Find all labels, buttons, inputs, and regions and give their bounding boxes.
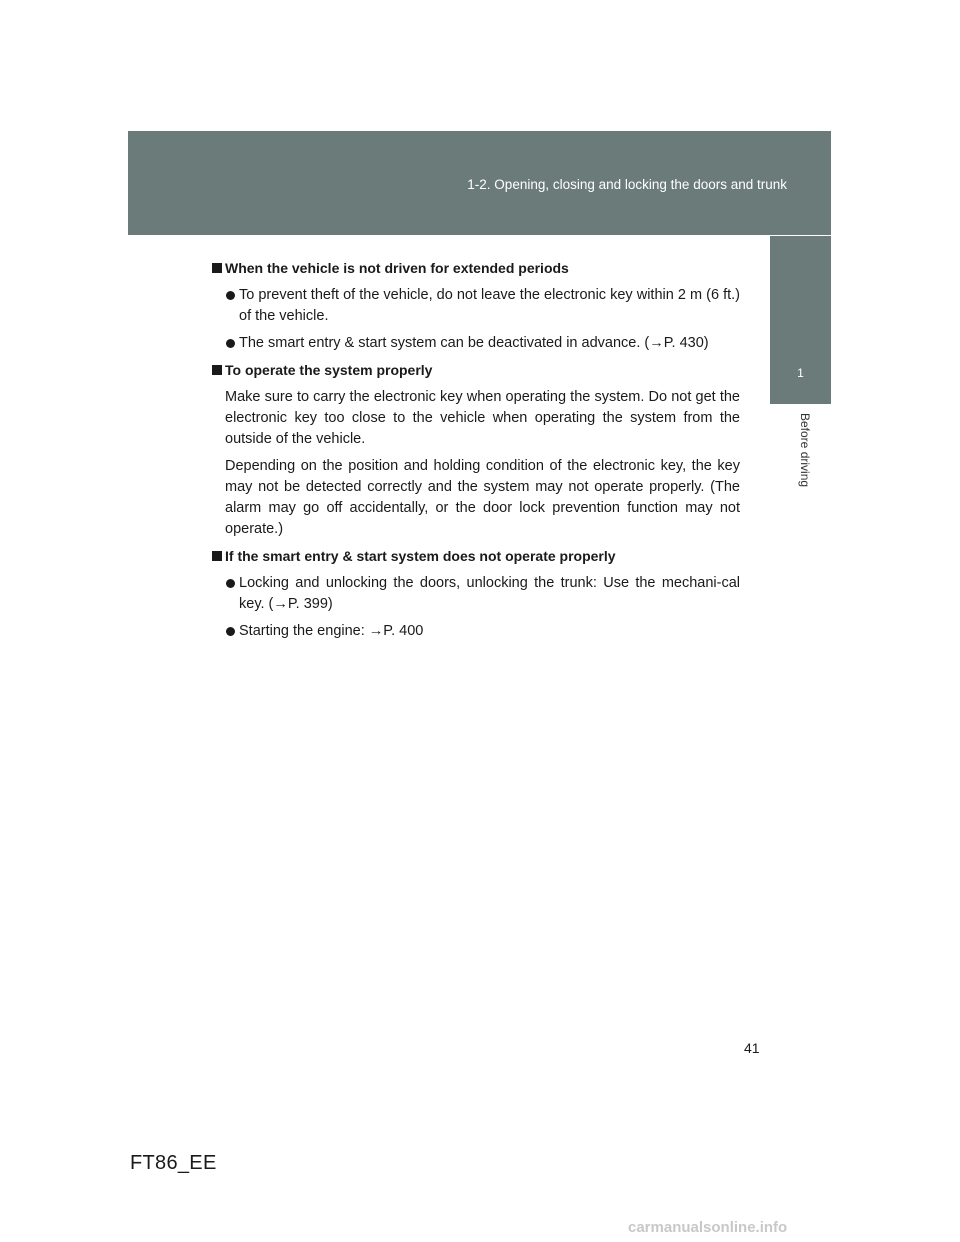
section-heading bbox=[210, 546, 740, 567]
round-bullet-icon bbox=[226, 627, 235, 636]
paragraph: Depending on the position and holding condition of the electronic key, the key may not be detected correctly and the system may not operate properly. (The alarm may go off accidentally, or the door lock prevention function may not operate.) bbox=[225, 458, 740, 537]
round-bullet-icon bbox=[226, 339, 235, 348]
page-content bbox=[210, 258, 740, 648]
heading-text: If the smart entry & start system does not operate properly bbox=[225, 548, 616, 564]
square-bullet-icon bbox=[212, 263, 222, 273]
list-item-text: Starting the engine: →P. 400 bbox=[239, 623, 424, 639]
section-heading bbox=[210, 360, 740, 381]
round-bullet-icon bbox=[226, 579, 235, 588]
section-not-operating bbox=[210, 546, 740, 642]
header-band bbox=[128, 131, 831, 235]
heading-text: When the vehicle is not driven for extended periods bbox=[225, 260, 569, 276]
watermark: carmanualsonline.info bbox=[628, 1219, 788, 1236]
list-item-text: Locking and unlocking the doors, unlocking the trunk: Use the mechani-cal key. (→P. 399) bbox=[239, 575, 740, 612]
section-extended-periods bbox=[210, 258, 740, 354]
list-item-text: To prevent theft of the vehicle, do not leave the electronic key within 2 m (6 ft.) of the vehicle. bbox=[239, 287, 740, 324]
list-item bbox=[210, 333, 740, 354]
section-heading bbox=[210, 258, 740, 279]
page-number: 41 bbox=[744, 1040, 760, 1056]
section-operate-properly bbox=[210, 360, 740, 540]
list-item bbox=[210, 285, 740, 327]
chapter-tab bbox=[770, 236, 831, 404]
list-item-text: The smart entry & start system can be deactivated in advance. (→P. 430) bbox=[239, 335, 709, 351]
square-bullet-icon bbox=[212, 551, 222, 561]
document-code: FT86_EE bbox=[130, 1152, 217, 1174]
list-item bbox=[210, 621, 740, 642]
square-bullet-icon bbox=[212, 365, 222, 375]
section-title: 1-2. Opening, closing and locking the doors and trunk bbox=[467, 177, 787, 192]
chapter-number: 1 bbox=[797, 366, 804, 380]
round-bullet-icon bbox=[226, 291, 235, 300]
chapter-label: Before driving bbox=[798, 413, 812, 488]
heading-text: To operate the system properly bbox=[225, 362, 433, 378]
paragraph: Make sure to carry the electronic key when operating the system. Do not get the electronic key too close to the vehicle when operating the system from the outside of the vehicle. bbox=[225, 389, 740, 447]
list-item bbox=[210, 573, 740, 615]
